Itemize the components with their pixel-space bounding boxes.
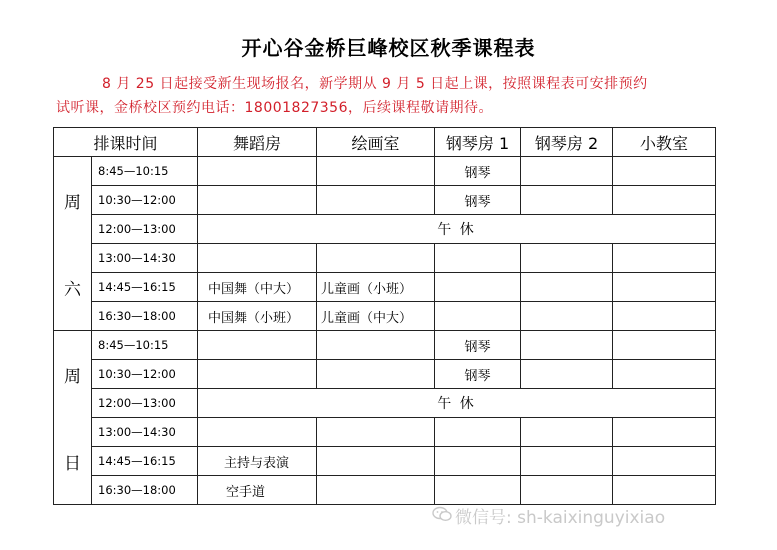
notice-line-2: 试听课，金桥校区预约电话：18001827356，后续课程敬请期待。 bbox=[56, 100, 493, 116]
table-row bbox=[54, 447, 716, 476]
cell-lunch-break: 午 休 bbox=[198, 215, 716, 244]
cell-dance-class: 主持与表演 bbox=[198, 447, 317, 476]
cell-empty bbox=[613, 302, 716, 331]
cell-empty bbox=[198, 360, 317, 389]
cell-dance-class: 空手道 bbox=[198, 476, 317, 505]
time-slot: 10:30—12:00 bbox=[92, 186, 198, 215]
cell-empty bbox=[613, 476, 716, 505]
cell-empty bbox=[198, 157, 317, 186]
cell-piano: 钢琴 bbox=[435, 360, 521, 389]
table-row bbox=[54, 186, 716, 215]
header-time: 排课时间 bbox=[54, 128, 198, 157]
cell-empty bbox=[198, 418, 317, 447]
cell-empty bbox=[613, 273, 716, 302]
cell-empty bbox=[613, 331, 716, 360]
header-art-room: 绘画室 bbox=[317, 128, 435, 157]
cell-empty bbox=[613, 244, 716, 273]
cell-empty bbox=[521, 273, 613, 302]
cell-empty bbox=[521, 244, 613, 273]
cell-empty bbox=[521, 476, 613, 505]
table-row bbox=[54, 331, 716, 360]
cell-empty bbox=[198, 331, 317, 360]
header-dance-room: 舞蹈房 bbox=[198, 128, 317, 157]
header-piano-room-2: 钢琴房 2 bbox=[521, 128, 613, 157]
cell-dance-class: 中国舞（小班） bbox=[198, 302, 317, 331]
cell-empty bbox=[317, 186, 435, 215]
cell-piano: 钢琴 bbox=[435, 186, 521, 215]
cell-empty bbox=[521, 418, 613, 447]
cell-empty bbox=[317, 476, 435, 505]
enrollment-notice bbox=[56, 72, 724, 120]
cell-empty bbox=[317, 360, 435, 389]
table-row bbox=[54, 273, 716, 302]
wechat-watermark: 微信号: sh-kaixinguyixiao bbox=[455, 508, 666, 528]
cell-empty bbox=[613, 360, 716, 389]
schedule-table bbox=[53, 127, 716, 505]
cell-empty bbox=[435, 273, 521, 302]
cell-empty bbox=[521, 447, 613, 476]
time-slot: 12:00—13:00 bbox=[92, 389, 198, 418]
table-row bbox=[54, 360, 716, 389]
cell-empty bbox=[435, 302, 521, 331]
cell-empty bbox=[317, 418, 435, 447]
cell-piano: 钢琴 bbox=[435, 331, 521, 360]
cell-art-class: 儿童画（中大） bbox=[317, 302, 435, 331]
day-label-sunday: 周 日 bbox=[54, 331, 92, 505]
notice-line-1: 8 月 25 日起接受新生现场报名，新学期从 9 月 5 日起上课，按照课程表可安排预约 bbox=[102, 76, 648, 92]
header-small-classroom: 小教室 bbox=[613, 128, 716, 157]
cell-empty bbox=[435, 418, 521, 447]
time-slot: 12:00—13:00 bbox=[92, 215, 198, 244]
header-row bbox=[54, 128, 716, 157]
cell-empty bbox=[613, 418, 716, 447]
wechat-icon bbox=[432, 506, 452, 522]
page-title: 开心谷金桥巨峰校区秋季课程表 bbox=[241, 36, 536, 60]
table-row bbox=[54, 389, 716, 418]
time-slot: 8:45—10:15 bbox=[92, 331, 198, 360]
cell-empty bbox=[613, 186, 716, 215]
time-slot: 8:45—10:15 bbox=[92, 157, 198, 186]
time-slot: 13:00—14:30 bbox=[92, 418, 198, 447]
cell-empty bbox=[521, 331, 613, 360]
cell-empty bbox=[613, 447, 716, 476]
cell-empty bbox=[317, 447, 435, 476]
time-slot: 14:45—16:15 bbox=[92, 273, 198, 302]
cell-empty bbox=[317, 157, 435, 186]
cell-lunch-break: 午 休 bbox=[198, 389, 716, 418]
cell-empty bbox=[613, 157, 716, 186]
cell-piano: 钢琴 bbox=[435, 157, 521, 186]
time-slot: 14:45—16:15 bbox=[92, 447, 198, 476]
table-row bbox=[54, 418, 716, 447]
table-row bbox=[54, 215, 716, 244]
table-row bbox=[54, 244, 716, 273]
time-slot: 16:30—18:00 bbox=[92, 302, 198, 331]
cell-empty bbox=[317, 244, 435, 273]
day-label-saturday: 周 六 bbox=[54, 157, 92, 331]
table-row bbox=[54, 476, 716, 505]
cell-dance-class: 中国舞（中大） bbox=[198, 273, 317, 302]
cell-empty bbox=[435, 476, 521, 505]
table-row bbox=[54, 157, 716, 186]
cell-empty bbox=[198, 186, 317, 215]
cell-empty bbox=[521, 186, 613, 215]
time-slot: 10:30—12:00 bbox=[92, 360, 198, 389]
cell-empty bbox=[435, 447, 521, 476]
cell-empty bbox=[317, 331, 435, 360]
time-slot: 16:30—18:00 bbox=[92, 476, 198, 505]
cell-empty bbox=[198, 244, 317, 273]
cell-empty bbox=[521, 157, 613, 186]
cell-art-class: 儿童画（小班） bbox=[317, 273, 435, 302]
cell-empty bbox=[435, 244, 521, 273]
cell-empty bbox=[521, 360, 613, 389]
header-piano-room-1: 钢琴房 1 bbox=[435, 128, 521, 157]
cell-empty bbox=[521, 302, 613, 331]
time-slot: 13:00—14:30 bbox=[92, 244, 198, 273]
table-row bbox=[54, 302, 716, 331]
